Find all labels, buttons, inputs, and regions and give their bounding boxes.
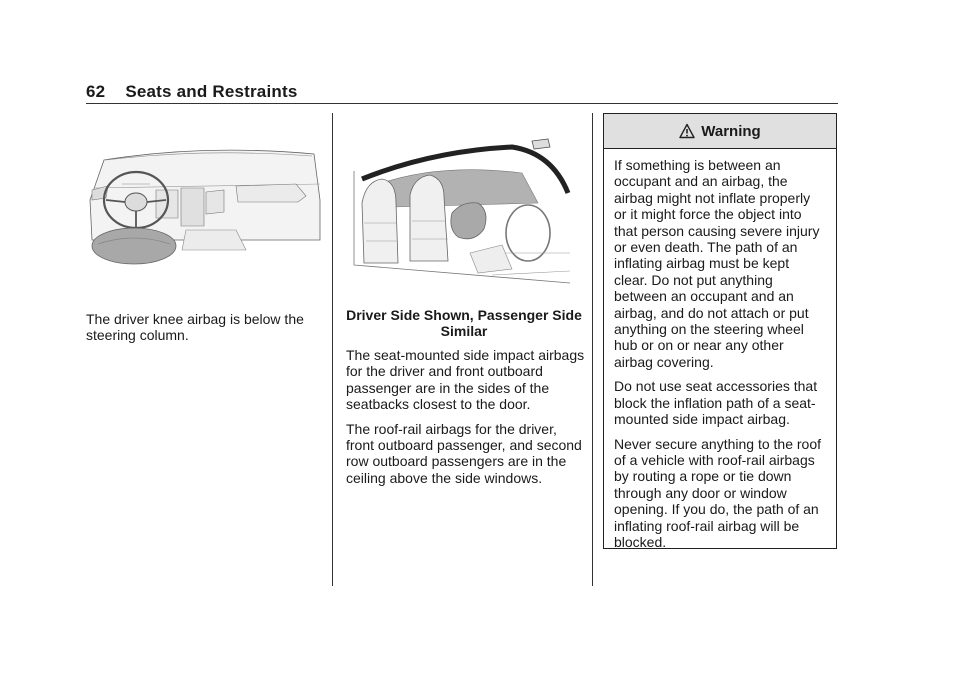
column-divider-1 — [332, 113, 333, 586]
figure-caption: Driver Side Shown, Passenger Side Similar — [346, 307, 582, 340]
column-divider-2 — [592, 113, 593, 586]
side-airbags-interior-illustration — [352, 133, 572, 293]
warning-box — [603, 113, 837, 549]
side-airbag-figure — [352, 133, 572, 293]
column-2-text — [346, 347, 586, 494]
paragraph: The driver knee airbag is below the steering column. — [86, 311, 304, 344]
warning-title: Warning — [701, 122, 761, 140]
paragraph: If something is between an occupant and an airbag, the airbag might not inflate properly or it might force the object into that person causing severe injury or even death. The path of an inflating airbag must be kept clear. Do not put anything between an occupant and an airbag, and do not attach or put anything on the steering wheel hub or on or near any other airbag covering. — [614, 157, 820, 370]
paragraph: Never secure anything to the roof of a vehicle with roof-rail airbags by routing a rope or tie down through any door or window opening. If you do, the path of an inflating roof-rail airbag will be blocked. — [614, 435, 822, 550]
warning-body — [604, 149, 836, 550]
page-number: 62 — [86, 82, 106, 101]
knee-airbag-figure — [86, 140, 322, 270]
paragraph: The roof-rail airbags for the driver, front outboard passenger, and second row outboard passengers are in the ceiling above the side windows. — [346, 420, 582, 486]
paragraph: The seat-mounted side impact airbags for the driver and front outboard passenger are in the sides of the seatbacks closest to the door. — [346, 347, 585, 413]
column-1-text — [86, 311, 326, 352]
paragraph: Do not use seat accessories that block the inflation path of a seat-mounted side impact airbag. — [614, 378, 818, 428]
section-title: Seats and Restraints — [125, 82, 298, 101]
warning-triangle-icon — [679, 123, 695, 139]
header-rule — [86, 103, 838, 104]
page-header — [86, 82, 298, 102]
warning-header — [604, 114, 836, 149]
dashboard-knee-airbag-illustration — [86, 140, 322, 270]
